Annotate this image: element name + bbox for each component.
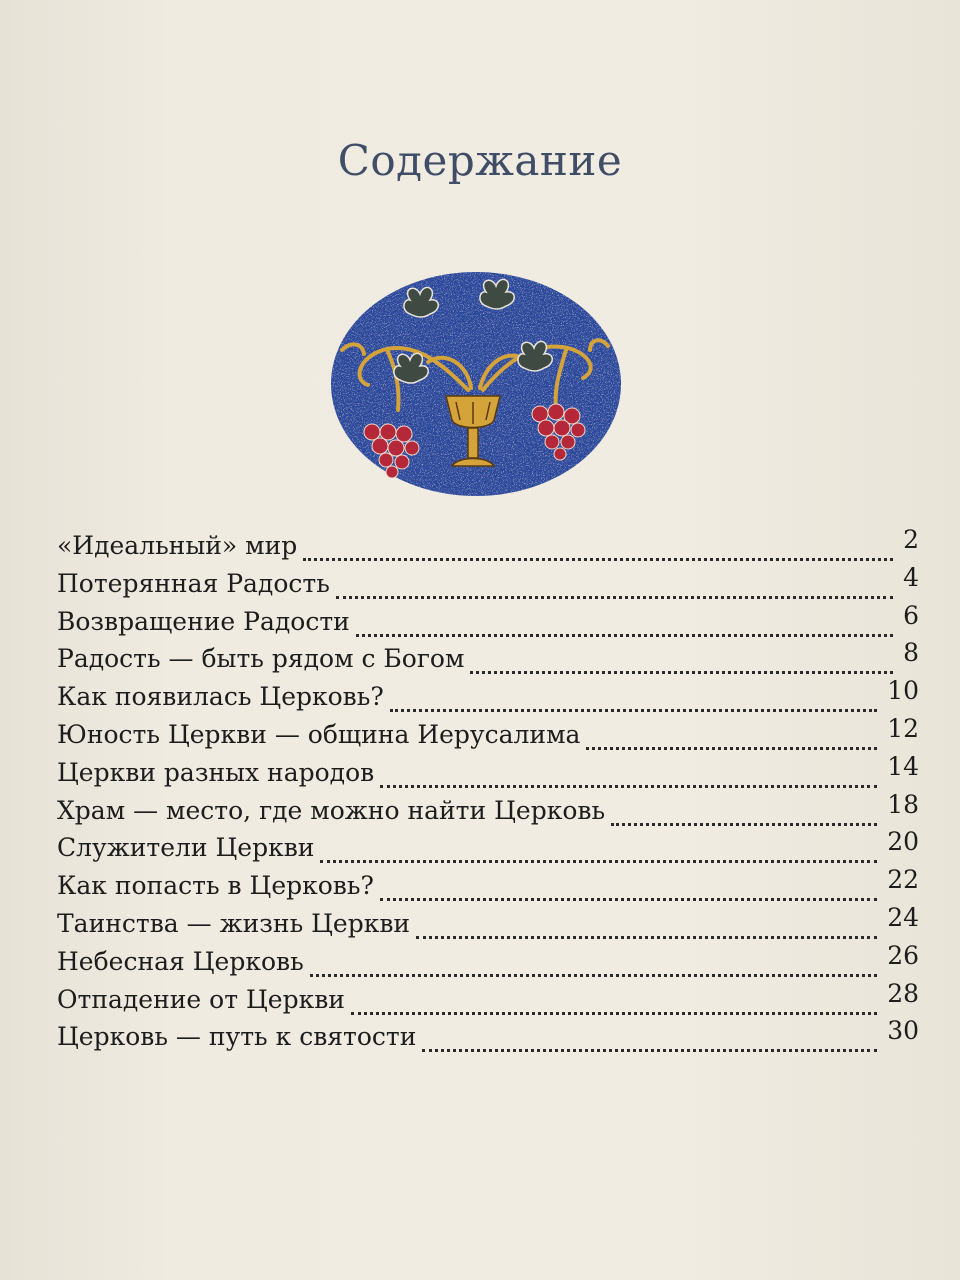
toc-entry-title: Потерянная Радость	[57, 568, 330, 598]
toc-page-number: 12	[887, 713, 919, 743]
chalice-vine-icon	[328, 270, 624, 500]
toc-page-number: 30	[887, 1016, 919, 1046]
toc-entry-title: «Идеальный» мир	[57, 531, 298, 560]
toc-entry	[57, 563, 919, 601]
toc-entry	[57, 827, 919, 865]
toc-page-number: 10	[887, 676, 919, 706]
toc-entry-title: Как появилась Церковь?	[57, 682, 384, 712]
toc-dot-leader	[380, 865, 877, 901]
toc-entry	[57, 676, 919, 714]
toc-entry	[57, 752, 919, 790]
toc-dot-leader	[611, 790, 877, 826]
toc-page-number: 22	[887, 865, 919, 895]
toc-dot-leader	[320, 827, 877, 863]
toc-entry	[57, 638, 919, 676]
toc-entry	[57, 941, 919, 979]
toc-entry	[57, 525, 919, 563]
toc-dot-leader	[303, 525, 893, 561]
toc-entry-title: Возвращение Радости	[57, 606, 350, 636]
toc-entry-title: Как попасть в Церковь?	[57, 871, 374, 901]
toc-dot-leader	[380, 752, 877, 788]
toc-entry	[57, 714, 919, 752]
toc-page-number: 2	[903, 525, 919, 554]
toc-entry	[57, 903, 919, 941]
toc-entry-title: Служители Церкви	[57, 833, 315, 863]
toc-page-number: 24	[887, 902, 919, 932]
page-title: Содержание	[337, 136, 623, 185]
toc-dot-leader	[422, 1016, 877, 1052]
toc-page-number: 6	[903, 600, 919, 630]
toc-entry	[57, 790, 919, 828]
toc-entry-title: Небесная Церковь	[57, 946, 304, 976]
toc-page-number: 8	[903, 638, 919, 668]
toc-page-number: 20	[887, 827, 919, 857]
toc-entry-title: Отпадение от Церкви	[57, 984, 345, 1014]
toc-entry	[57, 601, 919, 639]
toc-entry	[57, 1016, 919, 1054]
toc-dot-leader	[351, 979, 877, 1015]
toc-page-number: 4	[903, 562, 919, 592]
toc-entry-title: Таинства — жизнь Церкви	[57, 908, 411, 938]
toc-entry-title: Храм — место, где можно найти Церковь	[57, 795, 606, 825]
toc-dot-leader	[470, 638, 893, 674]
toc-entry	[57, 979, 919, 1017]
toc-entry-title: Радость — быть рядом с Богом	[57, 644, 465, 674]
toc-page-number: 18	[887, 789, 919, 819]
toc-dot-leader	[310, 941, 877, 977]
toc-dot-leader	[336, 563, 893, 599]
toc-page-number: 26	[887, 940, 919, 970]
toc-entry-title: Юность Церкви — община Иерусалима	[57, 719, 581, 749]
toc-dot-leader	[390, 676, 877, 712]
toc-dot-leader	[416, 903, 877, 939]
toc-entry	[57, 865, 919, 903]
toc-entry-title: Церкви разных народов	[57, 757, 375, 787]
toc-page-number: 28	[887, 978, 919, 1008]
toc-entry-title: Церковь — путь к святости	[57, 1022, 417, 1052]
table-of-contents	[57, 525, 919, 1054]
toc-page-number: 14	[887, 751, 919, 781]
toc-dot-leader	[586, 714, 877, 750]
toc-dot-leader	[356, 601, 893, 637]
